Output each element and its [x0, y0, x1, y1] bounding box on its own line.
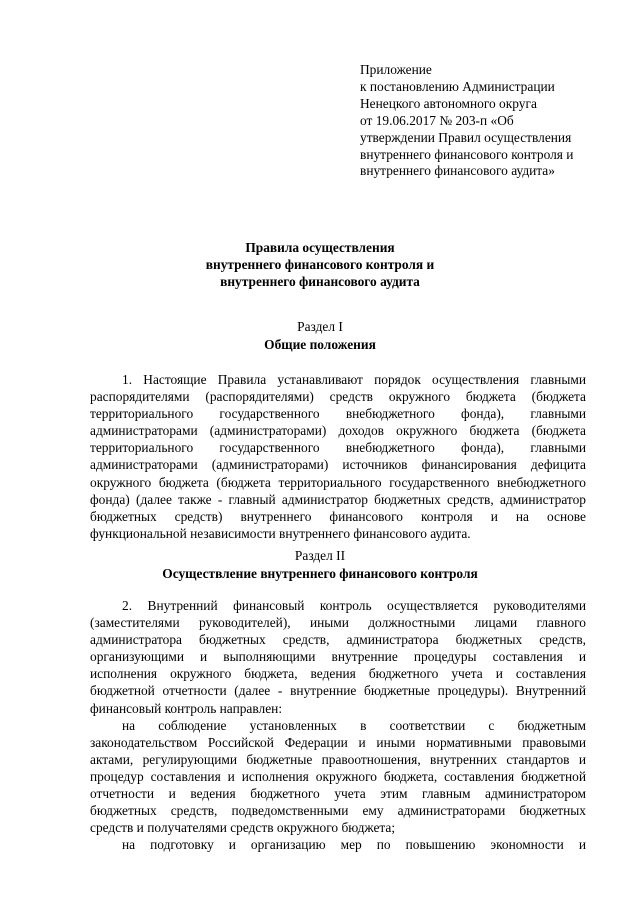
- text-line: территориального государственного внебюджетного фонда), главными: [90, 440, 586, 456]
- title-line: внутреннего финансового контроля и: [205, 257, 435, 273]
- appendix-line: к постановлению Администрации: [360, 78, 555, 94]
- section-1-label: Раздел I: [297, 319, 343, 334]
- text-line: процедур составления и исполнения окружного бюджета, составления бюджетной: [90, 768, 586, 784]
- text-line: окружного бюджета (бюджета территориального государственного внебюджетного: [90, 474, 586, 490]
- appendix-line: утверждении Правил осуществления: [360, 129, 572, 145]
- text-line: администраторами (администраторами) доходов окружного бюджета (бюджета: [90, 423, 586, 439]
- text-line: 1. Настоящие Правила устанавливают порядок осуществления главными: [122, 372, 586, 387]
- text-line: актами, регулирующими бюджетные правоотношения, внутренних стандартов и: [90, 751, 586, 767]
- text-line: средств и получателями средств окружного бюджета;: [90, 820, 396, 836]
- paragraph-2: [90, 597, 586, 853]
- section-2-header: [100, 547, 540, 583]
- text-line: законодательством Российской Федерации и иными нормативными правовыми: [90, 734, 586, 750]
- text-line: на соблюдение установленных в соответствии с бюджетным: [122, 717, 586, 733]
- appendix-line: Ненецкого автономного округа: [360, 95, 537, 111]
- text-line: администраторами (администраторами) источников финансирования дефицита: [90, 457, 586, 473]
- document-title: [100, 239, 540, 291]
- appendix-line: внутреннего финансового аудита»: [360, 163, 555, 179]
- text-line: организующими и выполняющими внутренние процедуры составления и: [90, 649, 586, 665]
- appendix-line: от 19.06.2017 № 203-п «Об: [360, 112, 514, 128]
- text-line: отчетности и ведения бюджетного учета этим главным администратором: [90, 786, 586, 802]
- paragraph-1: [90, 371, 586, 542]
- text-line: 2. Внутренний финансовый контроль осуществляется руководителями: [122, 598, 586, 613]
- section-1-heading: Общие положения: [264, 337, 376, 352]
- text-line: фонда) (далее также - главный администратор бюджетных средств, администратор: [90, 491, 586, 507]
- section-2-heading: Осуществление внутреннего финансового контроля: [162, 566, 478, 581]
- appendix-line: Приложение: [360, 62, 432, 77]
- text-line: бюджетной отчетности (далее - внутренние бюджетные процедуры). Внутренний: [90, 683, 586, 699]
- text-line: (заместителями руководителей), иными должностными лицами главного: [90, 615, 586, 631]
- title-line: Правила осуществления: [245, 240, 395, 255]
- text-line: администратора бюджетных средств, администратора бюджетных средств,: [90, 632, 586, 648]
- text-line: распорядителями (распорядителями) средств окружного бюджета (бюджета: [90, 389, 586, 405]
- appendix-line: внутреннего финансового контроля и: [360, 146, 574, 162]
- section-1-header: [100, 318, 540, 354]
- text-line: территориального государственного внебюджетного фонда), главными: [90, 406, 586, 422]
- text-line: функциональной независимости внутреннего финансового аудита.: [90, 525, 471, 541]
- text-line: бюджетных средств, подведомственными ему администраторами бюджетных: [90, 803, 586, 819]
- appendix-note: [360, 62, 610, 180]
- text-line: бюджетных средств) внутреннего финансового контроля и на основе: [90, 508, 586, 524]
- text-line: исполнения окружного бюджета, ведения бюджетного учета и составления: [90, 666, 586, 682]
- title-line: внутреннего финансового аудита: [220, 274, 420, 290]
- text-line: на подготовку и организацию мер по повышению экономности и: [122, 837, 586, 853]
- text-line: финансовый контроль направлен:: [90, 700, 283, 716]
- section-2-label: Раздел II: [294, 548, 346, 563]
